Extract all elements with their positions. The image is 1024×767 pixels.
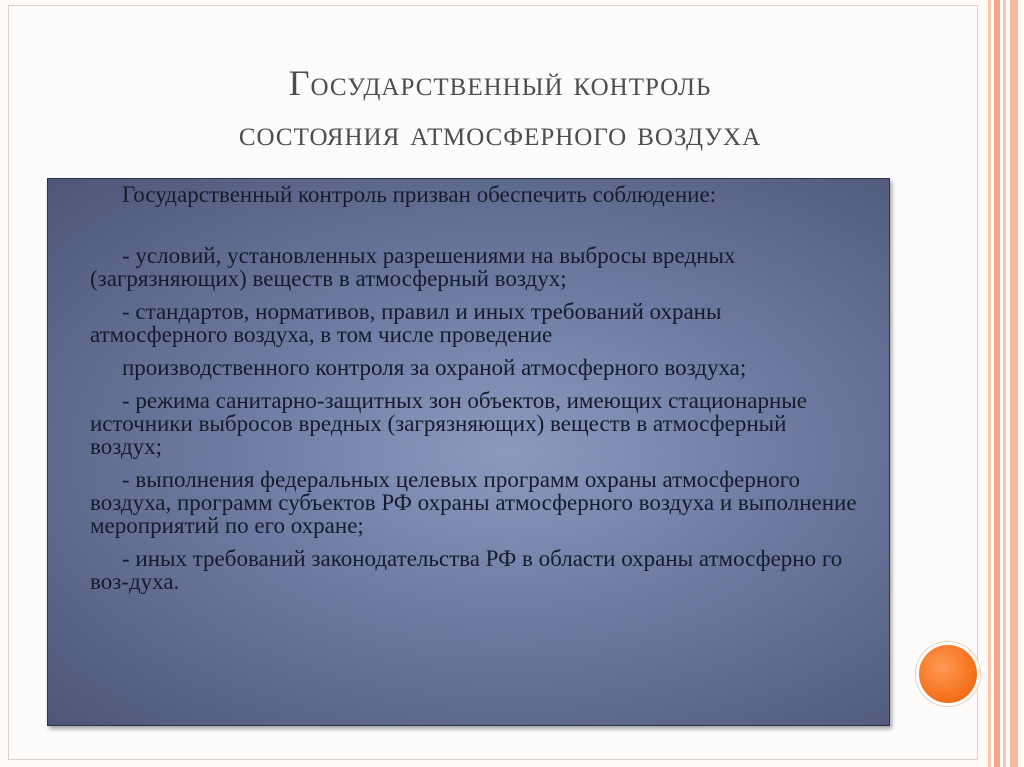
orange-circle-icon xyxy=(916,642,980,706)
stripe-1 xyxy=(988,0,991,767)
slide-title xyxy=(60,58,940,158)
intro-paragraph: Государственный контроль призван обеспечить соблюдение: xyxy=(122,182,717,207)
list-item-sanitary-zones: - режима санитарно-защитных зон объектов, имеющих стационарные источники выбросов вредных (загрязняющих) веществ в атмосферный воздух; xyxy=(90,388,807,459)
slide-title-line-2: состояния атмосферного воздуха xyxy=(238,113,762,153)
list-item-standards: - стандартов, нормативов, правил и иных требований охраны атмосферного воздуха, в том числе проведение xyxy=(90,299,722,347)
slide-title-line-1: Государственный контроль xyxy=(288,63,712,103)
list-item-federal-programs: - выполнения федеральных целевых программ охраны атмосферного воздуха, программ субъектов РФ охраны атмосферного воздуха и выполнение мероприятий по его охране; xyxy=(90,467,857,538)
stripe-2 xyxy=(994,0,1000,767)
stripe-4 xyxy=(1010,0,1018,767)
list-item-permits: - условий, установленных разрешениями на выбросы вредных (загрязняющих) веществ в атмосферный воздух; xyxy=(90,243,736,291)
content-box xyxy=(47,178,890,726)
stripe-3 xyxy=(1003,0,1006,767)
list-item-production-control: производственного контроля за охраной атмосферного воздуха; xyxy=(122,355,747,380)
decorative-stripes xyxy=(984,0,1024,767)
list-item-other-requirements: - иных требований законодательства РФ в области охраны атмосферно го воз-духа. xyxy=(90,546,843,594)
